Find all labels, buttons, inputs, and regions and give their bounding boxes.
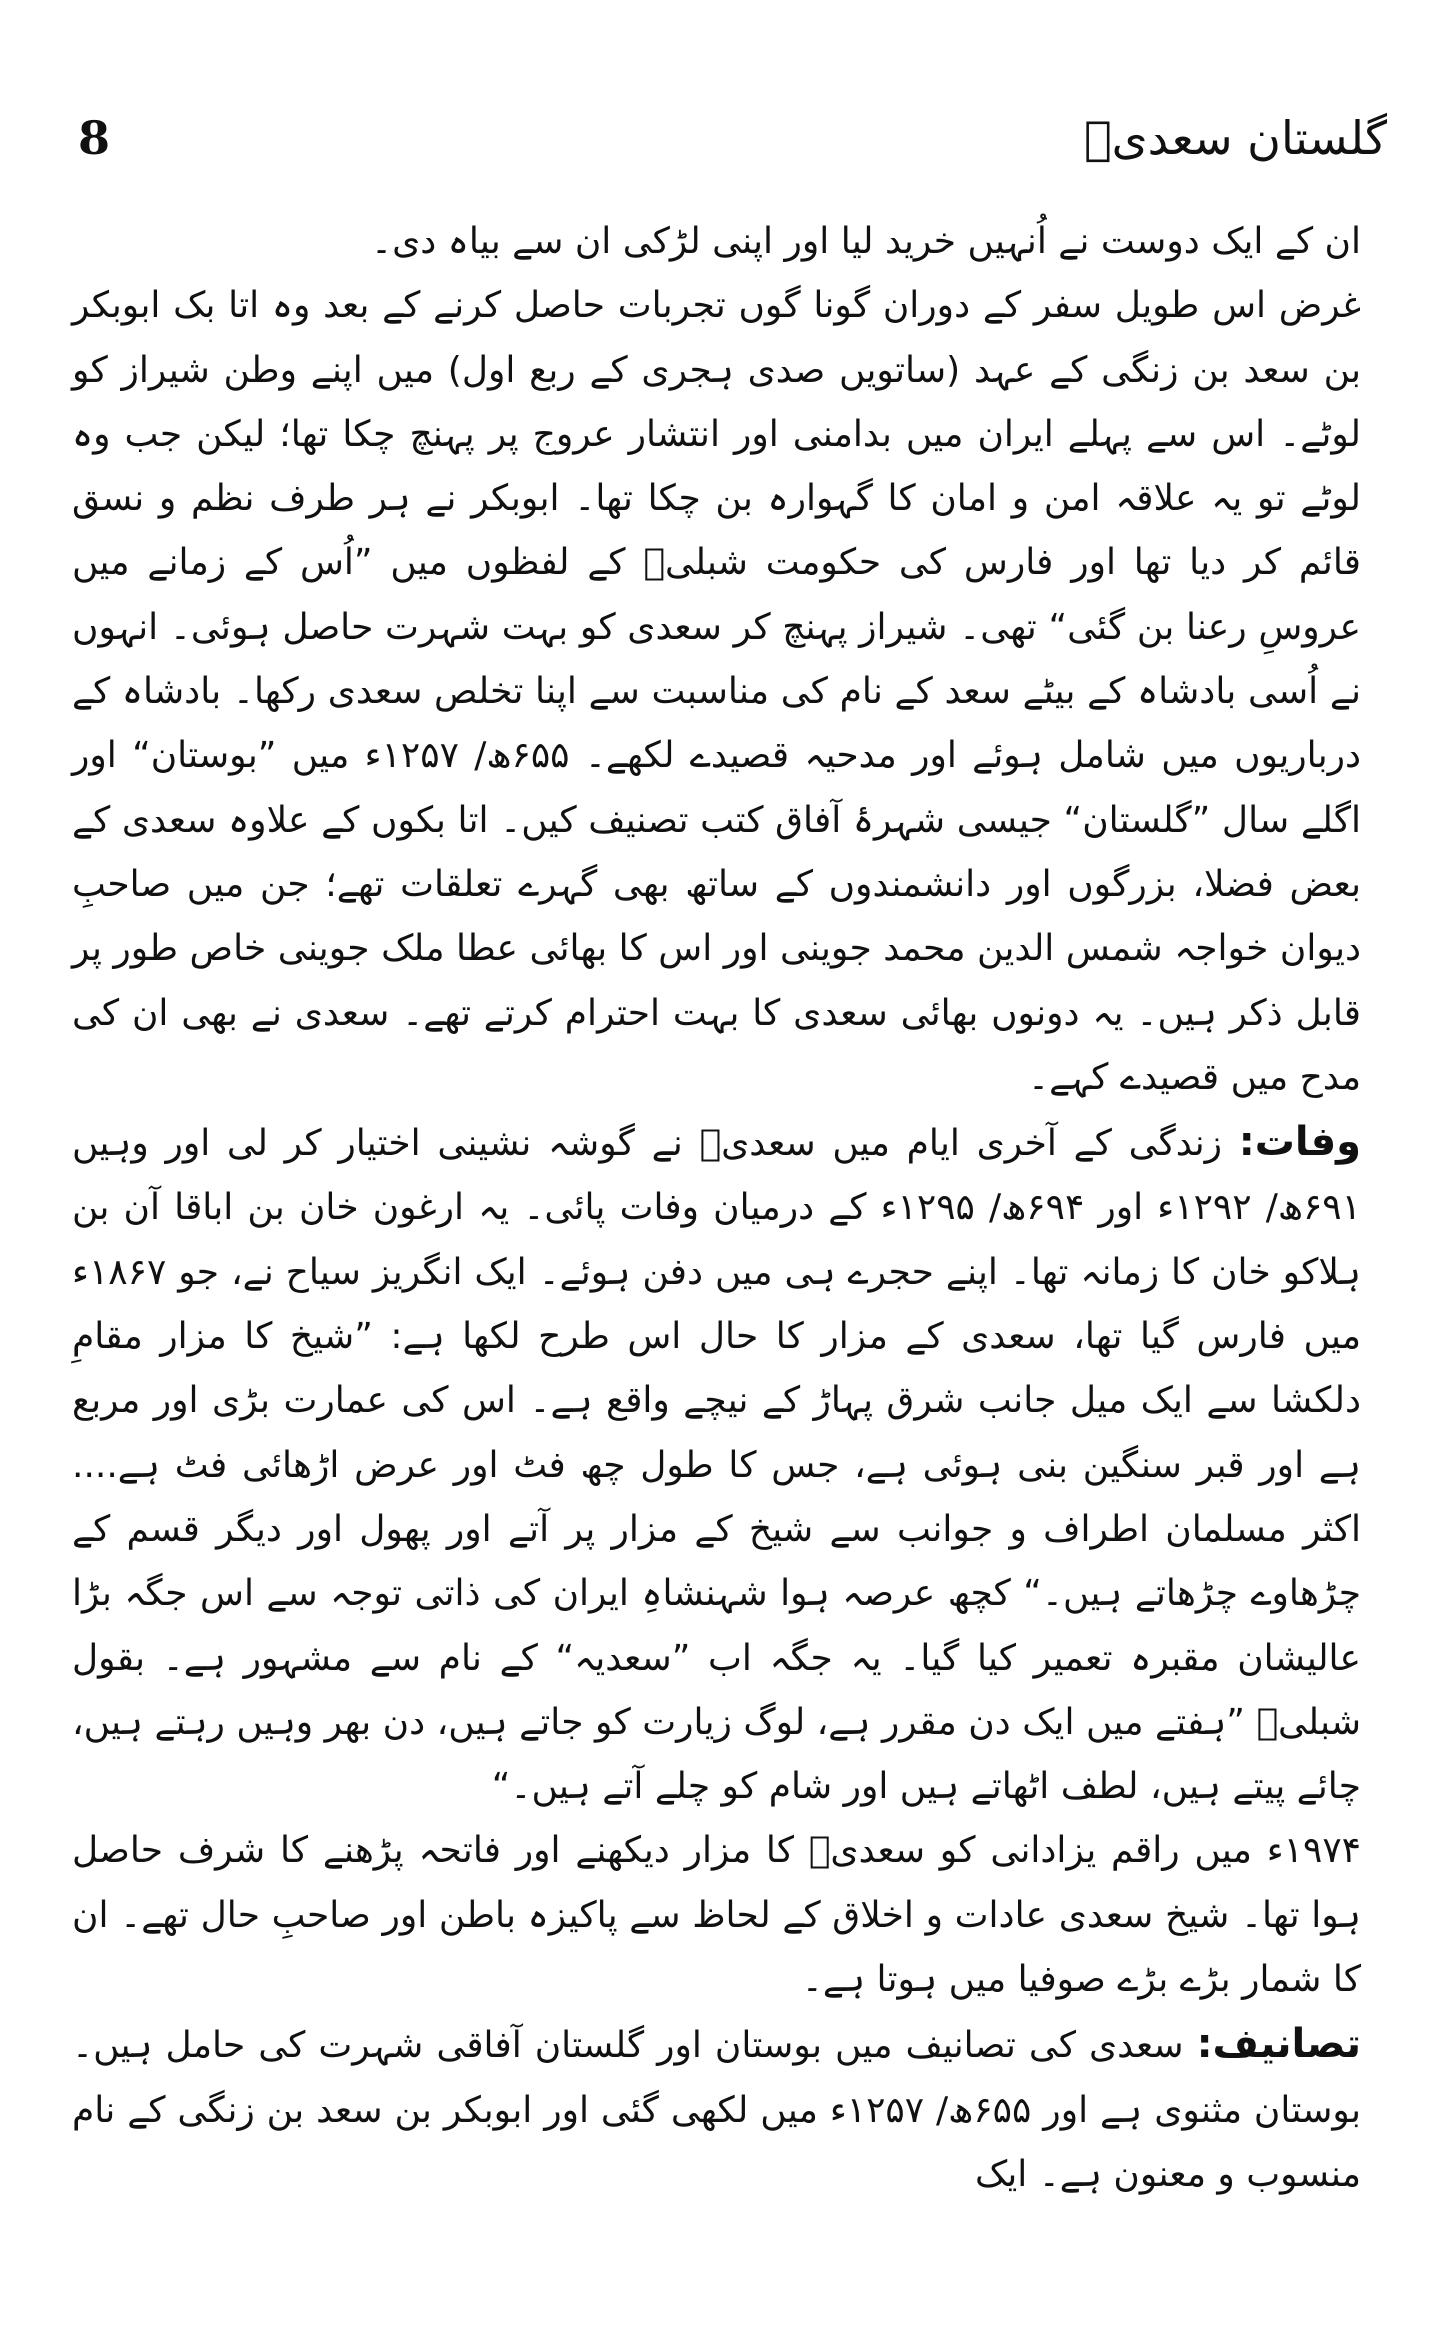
paragraph-text: ان کے ایک دوست نے اُنہیں خرید لیا اور اپنی لڑکی ان سے بیاہ دی۔ [371,221,1361,262]
paragraph [72,1819,1361,2012]
paragraph-text: ۱۹۷۴ء میں راقم یزادانی کو سعدیؒ کا مزار دیکھنے اور فاتحہ پڑھنے کا شرف حاصل ہوا تھا۔ شیخ سعدی عادات و اخلاق کے لحاظ سے پاکیزہ باطن اور صاحبِ حال تھے۔ ان کا شمار بڑے بڑے صوفیا میں ہوتا ہے۔ [72,1830,1361,2001]
page-number: 8 [78,111,111,165]
paragraph-text: غرض اس طویل سفر کے دوران گونا گوں تجربات حاصل کرنے کے بعد وہ اتا بک ابوبکر بن سعد بن زنگی کے عہد (ساتویں صدی ہجری کے ربع اول) میں اپنے وطن شیراز کو لوٹے۔ اس سے پہلے ایران میں بدامنی اور انتشار عروج پر پہنچ چکا تھا؛ لیکن جب وہ لوٹے تو یہ علاقہ امن و امان کا گہوارہ بن چکا تھا۔ ابوبکر نے ہر طرف نظم و نسق قائم کر دیا تھا اور فارس کی حکومت شبلیؒ کے لفظوں میں ”اُس کے زمانے میں عروسِ رعنا بن گئی“ تھی۔ شیراز پہنچ کر سعدی کو بہت شہرت حاصل ہوئی۔ انہوں نے اُسی بادشاہ کے بیٹے سعد کے نام کی مناسبت سے اپنا تخلص سعدی رکھا۔ بادشاہ کے درباریوں میں شامل ہوئے اور مدحیہ قصیدے لکھے۔ ۶۵۵ھ/ ۱۲۵۷ء میں ”بوستان“ اور اگلے سال ”گلستان“ جیسی شہرۂ آفاق کتب تصنیف کیں۔ اتا بکوں کے علاوہ سعدی کے بعض فضلا، بزرگوں اور دانشمندوں کے ساتھ بھی گہرے تعلقات تھے؛ جن میں صاحبِ دیوان خواجہ شمس الدین محمد جوینی اور اس کا بھائی عطا ملک جوینی خاص طور پر قابل ذکر ہیں۔ یہ دونوں بھائی سعدی کا بہت احترام کرتے تھے۔ سعدی نے بھی ان کی مدح میں قصیدے کہے۔ [72,285,1362,1098]
paragraph-death [72,1110,1361,1819]
paragraph-text: زندگی کے آخری ایام میں سعدیؒ نے گوشہ نشینی اختیار کر لی اور وہیں ۶۹۱ھ/ ۱۲۹۲ء اور ۶۹۴ھ/ ۱۲۹۵ء کے درمیان وفات پائی۔ یہ ارغون خان بن اباقا آن بن ہلاکو خان کا زمانہ تھا۔ اپنے حجرے ہی میں دفن ہوئے۔ ایک انگریز سیاح نے، جو ۱۸۶۷ء میں فارس گیا تھا، سعدی کے مزار کا حال اس طرح لکھا ہے: ”شیخ کا مزار مقامِ دلکشا سے ایک میل جانب شرق پہاڑ کے نیچے واقع ہے۔ اس کی عمارت بڑی اور مربع ہے اور قبر سنگین بنی ہوئی ہے، جس کا طول چھ فٹ اور عرض اڑھائی فٹ ہے.... اکثر مسلمان اطراف و جوانب سے شیخ کے مزار پر آتے اور پھول اور دیگر قسم کے چڑھاوے چڑھاتے ہیں۔“ کچھ عرصہ ہوا شہنشاہِ ایران کی ذاتی توجہ سے اس جگہ بڑا عالیشان مقبرہ تعمیر کیا گیا۔ یہ جگہ اب ”سعدیہ“ کے نام سے مشہور ہے۔ بقول شبلیؒ ”ہفتے میں ایک دن مقرر ہے، لوگ زیارت کو جاتے ہیں، دن بھر وہیں رہتے ہیں، چائے پیتے ہیں، لطف اٹھاتے ہیں اور شام کو چلے آتے ہیں۔“ [72,1123,1361,1808]
body-text [72,210,1361,2207]
running-title: گلستان سعدیؒ [1084,111,1387,165]
section-heading-works: تصانیف: [1196,2021,1361,2068]
page-header [60,108,1387,188]
paragraph-works [72,2012,1361,2207]
paragraph [72,274,1361,1110]
paragraph [72,210,1361,274]
section-heading-death: وفات: [1238,1119,1361,1166]
paragraph-text: سعدی کی تصانیف میں بوستان اور گلستان آفاقی شہرت کی حامل ہیں۔ بوستان مثنوی ہے اور ۶۵۵ھ/ ۱۲۵۷ء میں لکھی گئی اور ابوبکر بن سعد بن زنگی کے نام منسوب و معنون ہے۔ ایک [72,2025,1361,2195]
